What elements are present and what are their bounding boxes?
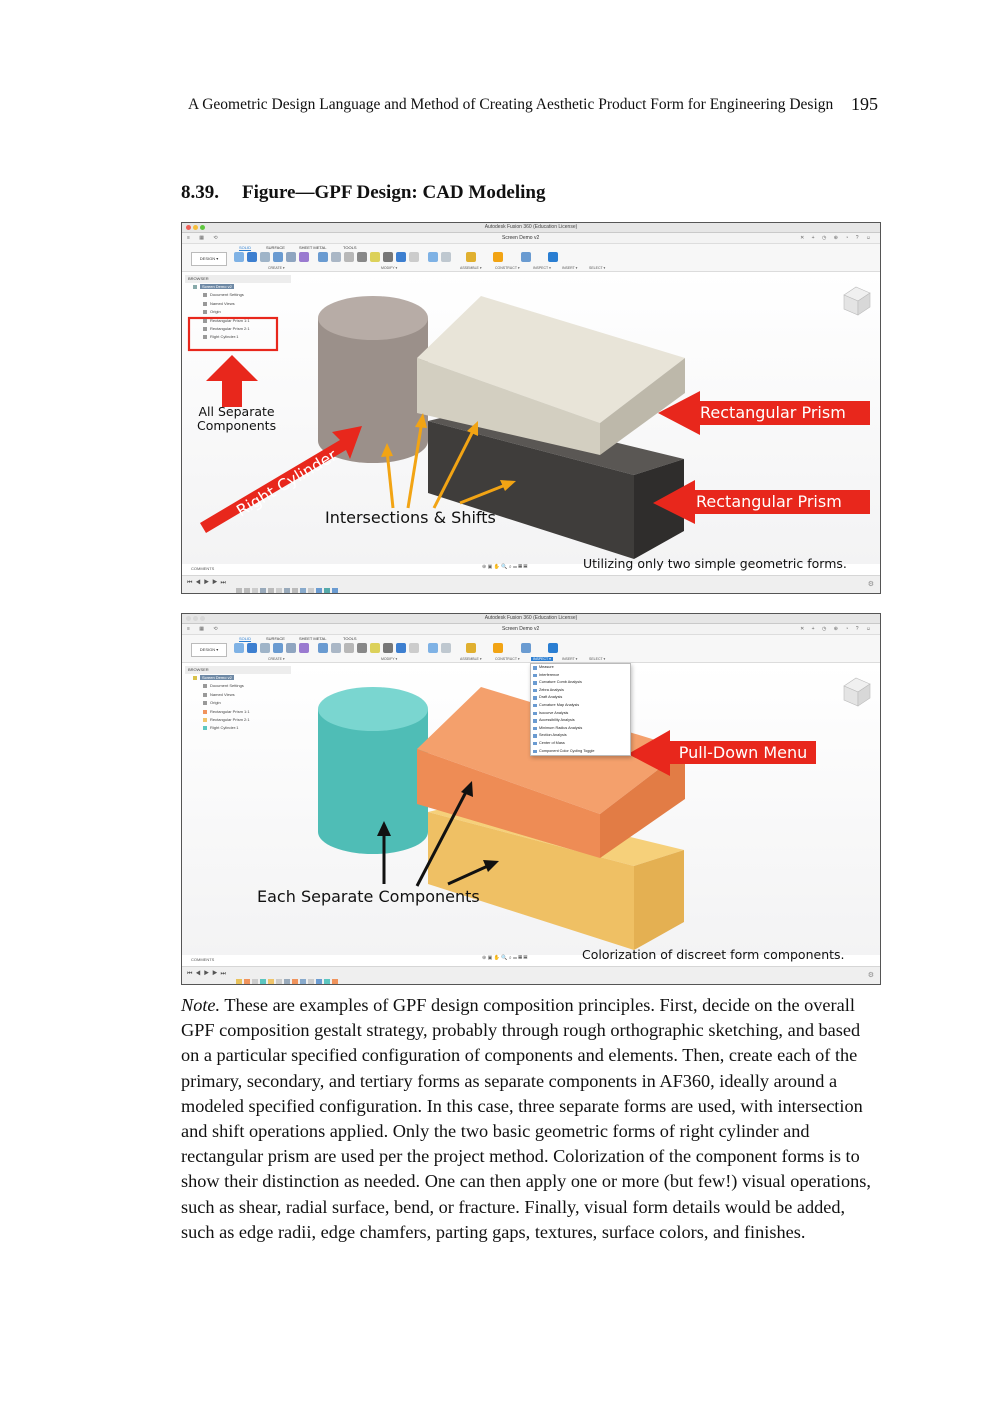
comments-bar[interactable]: COMMENTS [191, 957, 215, 962]
note-text: These are examples of GPF design composition principles. First, decide on the overall GPF composition gestalt strategy, probably through rough orthographic sketching, and based on a particular specified configuration of components and elements. Then, create each of the primary, secondary, and tertiary forms as separate components in AF360, ideally around a modeled specified configuration. In this case, three separate forms are used, with intersection and shift operations applied. Only the two basic geometric forms of right cylinder and rectangular prism are used per the project method. Colorization of the component forms is to show their distinction as needed. One can then apply one or more (but few!) visual operations, such as shear, radial surface, bend, or fracture. Finally, visual form details would be added, such as edge radii, edge chamfers, parting gaps, textures, surface colors, and finishes. [181, 995, 871, 1242]
document-tab[interactable]: Screen Demo v2 [502, 235, 540, 241]
settings-gear-icon[interactable]: ⚙ [867, 581, 874, 588]
browser-header[interactable]: BROWSER [185, 666, 291, 674]
menu-item[interactable]: Minimum Radius Analysis [531, 725, 630, 733]
page-number: 195 [851, 94, 878, 114]
group-insert[interactable]: INSERT ▾ [562, 266, 578, 270]
group-create[interactable]: CREATE ▾ [268, 266, 285, 270]
rect-prism-lower-label: Rectangular Prism [696, 492, 842, 511]
right-cylinder-label: Right Cylinder [233, 445, 341, 521]
tab-sheet-metal[interactable]: SHEET METAL [299, 245, 327, 250]
timeline-bar [182, 575, 880, 593]
tab-solid[interactable]: SOLID [239, 245, 252, 250]
timeline-steps[interactable] [236, 972, 340, 985]
design-workspace-button[interactable]: DESIGN ▾ [191, 252, 227, 266]
menu-item[interactable]: Isocurve Analysis [531, 710, 630, 718]
lower-prism-side [634, 850, 684, 950]
browser-item[interactable]: Named Views [185, 691, 291, 699]
document-tab[interactable]: Screen Demo v2 [502, 626, 540, 632]
browser-root[interactable]: Screen Demo v2 [185, 283, 291, 291]
browser-item[interactable]: Named Views [185, 300, 291, 308]
each-separate-label: Each Separate Components [257, 887, 480, 906]
menu-item[interactable]: Zebra Analysis [531, 687, 630, 695]
all-separate-label: All Separate Components [197, 404, 277, 433]
note-lead: Note. [181, 995, 221, 1015]
browser-item[interactable]: Origin [185, 308, 291, 316]
group-insert[interactable]: INSERT ▾ [562, 657, 578, 661]
browser-item[interactable]: Rectangular Prism 2:1 [185, 325, 291, 333]
browser-item[interactable]: Document Settings [185, 291, 291, 299]
group-assemble[interactable]: ASSEMBLE ▾ [460, 657, 482, 661]
cylinder-top [318, 687, 428, 731]
comments-bar[interactable]: COMMENTS [191, 566, 215, 571]
group-select[interactable]: SELECT ▾ [589, 266, 606, 270]
menu-item[interactable]: Measure [531, 664, 630, 672]
menu-item[interactable]: Section Analysis [531, 732, 630, 740]
group-modify[interactable]: MODIFY ▾ [381, 657, 398, 661]
browser-panel [185, 666, 291, 733]
browser-panel [185, 275, 291, 342]
browser-root[interactable]: Screen Demo v2 [185, 674, 291, 682]
menu-item[interactable]: Component Color Cycling Toggle [531, 748, 630, 756]
group-modify[interactable]: MODIFY ▾ [381, 266, 398, 270]
design-workspace-button[interactable]: DESIGN ▾ [191, 643, 227, 657]
file-menu-icon[interactable]: ≡ ▦ ⟲ [187, 235, 222, 241]
group-create[interactable]: CREATE ▾ [268, 657, 285, 661]
browser-item[interactable]: Rectangular Prism 1:1 [185, 708, 291, 716]
timeline-steps[interactable] [236, 581, 340, 594]
cad-screenshot-2 [181, 613, 881, 985]
navigation-bar[interactable]: ⊕ ▣ ✋ 🔍 ⌕ ▭ ▦ ▤ [482, 955, 528, 961]
menu-item[interactable]: Center of Mass [531, 740, 630, 748]
pull-down-label: Pull-Down Menu [678, 743, 808, 762]
timeline-controls[interactable]: ⏮◀▶▶⏭ [187, 580, 229, 586]
running-head [188, 96, 878, 114]
timeline-bar [182, 966, 880, 984]
menu-item[interactable]: Curvature Comb Analysis [531, 679, 630, 687]
tab-sheet-metal[interactable]: SHEET METAL [299, 636, 327, 641]
tab-surface[interactable]: SURFACE [266, 636, 285, 641]
group-assemble[interactable]: ASSEMBLE ▾ [460, 266, 482, 270]
group-inspect-active[interactable]: INSPECT ▾ [533, 657, 551, 661]
tabbar-icons[interactable]: ✕ + ◷ ⊕ ◔ ? ☺ [800, 235, 874, 241]
settings-gear-icon[interactable]: ⚙ [867, 972, 874, 979]
browser-item[interactable]: Rectangular Prism 2:1 [185, 716, 291, 724]
figure-title-text: Figure—GPF Design: CAD Modeling [242, 182, 546, 203]
rect-prism-upper-label: Rectangular Prism [700, 403, 846, 422]
intersections-label: Intersections & Shifts [325, 508, 496, 527]
window-title: Autodesk Fusion 360 (Education License) [484, 615, 578, 621]
browser-header[interactable]: BROWSER [185, 275, 291, 283]
cad-screenshot-1 [181, 222, 881, 594]
tab-tools[interactable]: TOOLS [343, 636, 357, 641]
tab-surface[interactable]: SURFACE [266, 245, 285, 250]
inspect-dropdown-menu[interactable] [530, 663, 631, 756]
tab-tools[interactable]: TOOLS [343, 245, 357, 250]
browser-item[interactable]: Document Settings [185, 682, 291, 690]
browser-item[interactable]: Origin [185, 699, 291, 707]
menu-item[interactable]: Accessibility Analysis [531, 717, 630, 725]
tab-solid[interactable]: SOLID [239, 636, 252, 641]
menu-item[interactable]: Draft Analysis [531, 694, 630, 702]
caption-1: Utilizing only two simple geometric forms. [583, 556, 847, 571]
menu-item[interactable]: Interference [531, 672, 630, 680]
timeline-controls[interactable]: ⏮◀▶▶⏭ [187, 971, 229, 977]
group-select[interactable]: SELECT ▾ [589, 657, 606, 661]
file-menu-icon[interactable]: ≡ ▦ ⟲ [187, 626, 222, 632]
browser-item[interactable]: Right Cylinder:1 [185, 333, 291, 341]
navigation-bar[interactable]: ⊕ ▣ ✋ 🔍 ⌕ ▭ ▦ ▤ [482, 564, 528, 570]
red-up-arrow [206, 355, 258, 407]
figure-note [181, 993, 881, 1245]
browser-item[interactable]: Rectangular Prism 1:1 [185, 317, 291, 325]
window-title: Autodesk Fusion 360 (Education License) [484, 224, 578, 230]
browser-item[interactable]: Right Cylinder:1 [185, 724, 291, 732]
group-construct[interactable]: CONSTRUCT ▾ [495, 266, 520, 270]
tabbar-icons[interactable]: ✕ + ◷ ⊕ ◔ ? ☺ [800, 626, 874, 632]
figure-title [181, 182, 545, 204]
caption-2: Colorization of discreet form components. [582, 947, 845, 962]
group-construct[interactable]: CONSTRUCT ▾ [495, 657, 520, 661]
running-head-title: A Geometric Design Language and Method of Creating Aesthetic Product Form for Engineering Design [188, 96, 834, 113]
menu-item[interactable]: Curvature Map Analysis [531, 702, 630, 710]
cylinder-top [318, 296, 428, 340]
figure-number: 8.39. [181, 182, 219, 203]
group-inspect[interactable]: INSPECT ▾ [533, 266, 551, 270]
